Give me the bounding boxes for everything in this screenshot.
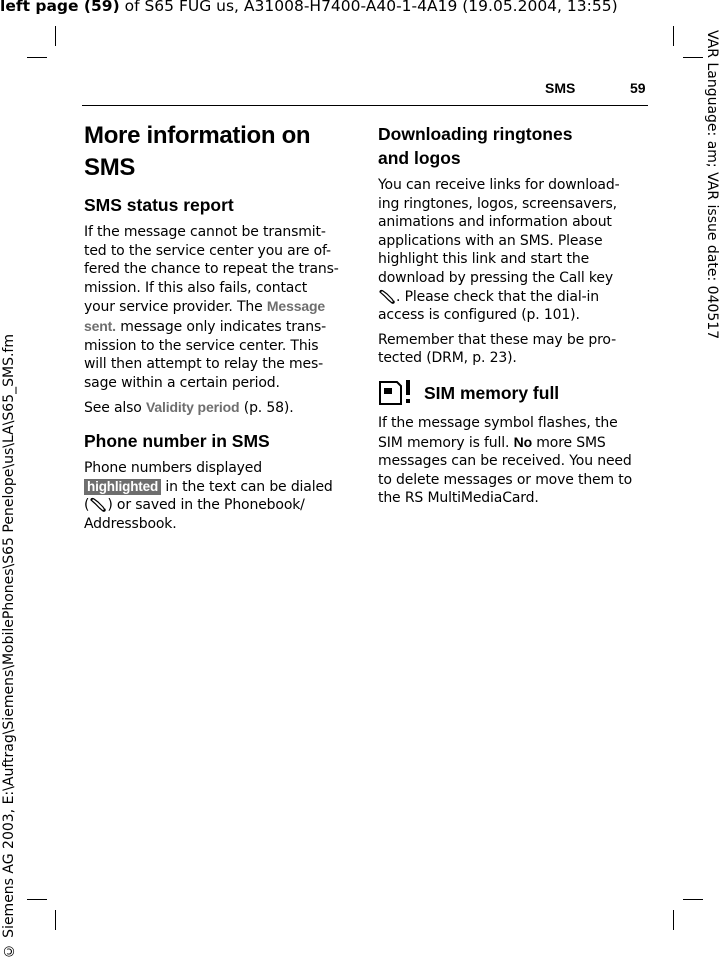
file-reference: of S65 FUG us, A31008-H7400-A40-1-4A19 (19.05.2004, 13:55) — [119, 0, 618, 15]
phone-number-text: Phone numbers displayed — [84, 459, 262, 476]
sim-memory-text-2: more SMS messages can be received. You need to delete messages or move them to the RS MultiMediaCard. — [378, 434, 633, 507]
section-heading-phone-number: Phone number in SMS — [84, 430, 270, 451]
drm-note-paragraph: Remember that these may be pro- tected (DRM, p. 23). — [378, 331, 616, 367]
sim-memory-full-icon — [378, 378, 412, 410]
phone-number-paragraph — [84, 459, 352, 533]
phone-number-text-2: in the text can be dialed ( — [84, 478, 333, 514]
crop-mark — [683, 899, 703, 900]
crop-mark — [673, 910, 674, 930]
call-key-icon — [378, 289, 396, 304]
section-heading-status-report: SMS status report — [84, 195, 234, 215]
crop-mark — [27, 57, 47, 58]
right-column — [378, 118, 646, 514]
downloading-text-2: . Please check that the dial-in access is configured (p. 101). — [378, 288, 599, 324]
left-column — [84, 118, 352, 539]
validity-period-keyword: Validity period — [146, 399, 240, 416]
status-report-text: If the message cannot be transmit- ted to the service center you are of- fered the chance to repeat the trans- mission. If this also fails, contact your service provider. The — [84, 224, 339, 316]
see-also-paragraph — [84, 398, 352, 418]
file-info-line — [0, 0, 618, 15]
phone-number-text-3: ) or saved in the Phonebook/ Addressbook. — [84, 497, 305, 532]
page-reference: left page (59) — [0, 0, 120, 15]
sim-memory-heading-row — [378, 378, 646, 410]
sim-memory-paragraph — [378, 414, 646, 508]
call-key-icon — [89, 497, 107, 512]
see-also-page: (p. 58). — [239, 400, 294, 417]
copyright-path-note: © Siemens AG 2003, E:\Auftrag\Siemens\MobilePhones\S65 Penelope\us\LA\S65_SMS.fm — [1, 333, 17, 958]
downloading-text: You can receive links for download- ing ringtones, logos, screensavers, animations and information about applications with an SMS. Please highlight this link and start the download by pressing the Call key — [378, 177, 620, 286]
see-also-text: See also — [84, 400, 146, 417]
section-heading-downloading — [378, 122, 646, 170]
crop-mark — [55, 26, 56, 46]
header-rule — [82, 105, 648, 106]
page-title: More information on SMS — [84, 122, 311, 181]
crop-mark — [55, 910, 56, 930]
running-head-section: SMS — [545, 80, 576, 96]
downloading-paragraph — [378, 176, 646, 325]
crop-mark — [27, 899, 47, 900]
status-report-text-2: message only indicates trans- mission to the service center. This will then attempt to relay the mes- sage within a certain period. — [84, 318, 327, 391]
downloading-heading-line2: and logos — [378, 148, 461, 168]
highlighted-keyword: highlighted — [84, 479, 161, 495]
crop-mark — [673, 26, 674, 46]
sim-memory-text: If the message symbol flashes, the SIM memory is full. — [378, 414, 618, 451]
section-heading-sim-memory: SIM memory full — [424, 383, 560, 404]
no-keyword: No — [513, 433, 532, 450]
page-number: 59 — [630, 80, 646, 96]
status-report-paragraph — [84, 223, 352, 392]
downloading-heading-line1: Downloading ringtones — [378, 124, 573, 144]
var-language-note: VAR Language: am; VAR issue date: 040517 — [704, 30, 720, 340]
message-sent-keyword: Message sent. — [84, 298, 326, 334]
